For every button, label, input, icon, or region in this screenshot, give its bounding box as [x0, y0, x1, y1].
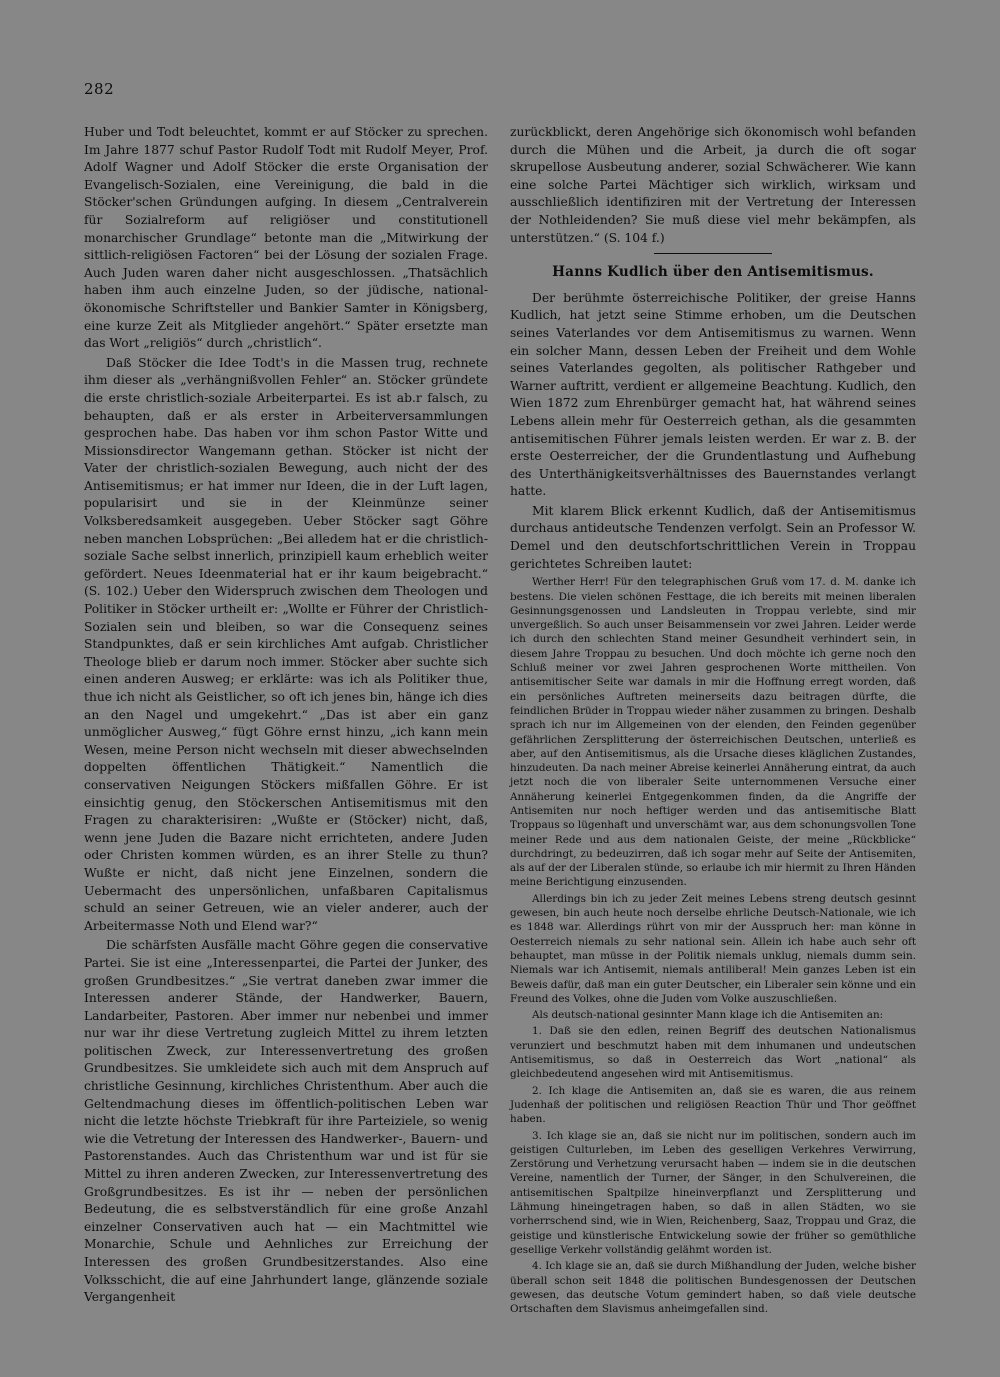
letter-paragraph: Werther Herr! Für den telegraphischen Gruß vom 17. d. M. danke ich bestens. Die vielen schönen Festtage, die ich bereits mit meinen liberalen Gesinnungsgenossen und Landsleuten in Troppau verlebte, sind mir unvergeßlich. So auch unser Beisammensein vor zwei Jahren. Leider werde ich durch den schlechten Stand meiner Gesundheit verhindert sein, in diesem Jahre Troppau zu besuchen. Und doch möchte ich gerne noch den Schluß meiner vor zwei Jahren gesprochenen Worte mittheilen. Von antisemitischer Seite war damals in mir die Hoffnung erregt worden, daß ein persönliches Auftreten meinerseits dazu beitragen dürfte, die feindlichen Brüder in Troppau wieder näher zusammen zu bringen. Deshalb sprach ich nur im Allgemeinen von der elenden, den Feinden gegenüber gefährlichen Zersplitterung der österreichischen Deutschen, unterließ es aber, auf den Antisemitismus, als die Ursache dieses kläglichen Zustandes, hinzudeuten. Da nach meiner Abreise keinerlei Annäherung eintrat, da auch jetzt noch die von liberaler Seite unternommenen Versuche einer Annäherung keinerlei Entgegenkommen finden, da die Angriffe der Antisemiten nur noch heftiger werden und das antisemitische Blatt Troppaus so lügenhaft und unverschämt war, aus dem schonungsvollen Tone meiner Rede und aus dem nationalen Geiste, der meine „Rückblicke“ durchdringt, zu bedeuzirren, daß ich sogar mehr auf Seite der Antisemiten, als auf der der Liberalen stünde, so erlaube ich mir hiermit zu Ihren Händen meine Berichtigung einzusenden. — [510, 576, 916, 889]
paragraph: Die schärfsten Ausfälle macht Göhre gegen die conservative Partei. Sie ist eine „Interessenpartei, die Partei der Junker, des großen Grundbesitzes.“ „Sie vertrat daneben zwar immer die Interessen anderer Stände, der Handwerker, Bauern, Landarbeiter, Pastoren. Aber immer nur nebenbei und immer nur war ihr diese Vertretung zugleich Mittel zu ihrem letzten politischen Zweck, zur Interessenvertretung des großen Grundbesitzes. Sie umkleidete sich auch mit dem Anspruch auf christliche Gesinnung, kirchliches Christenthum. Aber auch die Geltendmachung dieses im öffentlich-politischen Leben war nicht die letzte höchste Triebkraft für ihre Parteiziele, so wenig wie die Vetretung der Interessen des Handwerker-, Bauern- und Pastorenstandes. Auch das Christenthum war und ist für sie Mittel zu ihren anderen Zwecken, zur Interessenvertretung des Großgrundbesitzes. Es ist ihr — neben der persönlichen Bedeutung, die es selbstverständlich für eine große Anzahl einzelner Conservativen auch hat — ein Machtmittel wie Monarchie, Schule und Aehnliches zur Erreichung der Interessen des großen Grundbesitzerstandes. Also eine Volksschicht, die auf eine Jahrhundert lange, glänzende soziale Vergangenheit — [84, 938, 488, 1305]
section-divider — [654, 253, 772, 254]
letter-list-item: 3. Ich klage sie an, daß sie nicht nur im politischen, sondern auch im geistigen Culturleben, im Leben des geselligen Verkehres Verwirrung, Zerstörung und Verhetzung verursacht haben — indem sie in die deutschen Vereine, namentlich der Turner, der Sänger, in den Schulvereinen, die antisemitischen Spaltpilze hineinverpflanzt und Zersplitterung und Lähmung hineingetragen haben, so daß in allen Städten, wo sie vorherrschend sind, wie in Wien, Reichenberg, Saaz, Troppau und Graz, die geistige und künstlerische Entwickelung sowie der früher so gemüthliche gesellige Verkehr vollständig gelähmt worden ist. — [510, 1129, 916, 1256]
paragraph: Der berühmte österreichische Politiker, der greise Hanns Kudlich, hat jetzt seine Stimme erhoben, um die Deutschen seines Vaterlandes vor dem Antisemitismus zu warnen. Wenn ein solcher Mann, dessen Leben der Freiheit und dem Wohle seines Vaterlandes gegolten, als politischer Rathgeber und Warner auftritt, verdient er allgemeine Beachtung. Kudlich, den Wien 1872 zum Ehrenbürger gemacht hat, hat während seines Lebens allein mehr für Oesterreich gethan, als die gesammten antisemitischen Führer jemals leisten werden. Er war z. B. der erste Oesterreicher, der die Grundentlastung und Aufhebung des Unterthänigkeitsverhältnisses des Bauernstandes verlangt hatte. — [510, 290, 916, 499]
letter-paragraph: Als deutsch-national gesinnter Mann klage ich die Antisemiten an: — [532, 1009, 884, 1022]
paragraph: Huber und Todt beleuchtet, kommt er auf Stöcker zu sprechen. Im Jahre 1877 schuf Pastor Rudolf Todt mit Rudolf Meyer, Prof. Adolf Wagner und Adolf Stöcker die erste Organisation der Evangelisch-Sozialen, eine Vereinigung, die bald in die Stöcker'schen Gründungen aufging. In diesem „Centralverein für Sozialreform auf religiöser und constitutionell monarchischer Grundlage“ betonte man die „Mitwirkung der sittlich-religiösen Factoren“ bei der Lösung der sozialen Frage. Auch Juden waren daher nicht ausgeschlossen. „Thatsächlich haben ihm auch einzelne Juden, so der jüdische, national-ökonomische Schriftsteller und Bankier Samter in Königsberg, eine kurze Zeit als Mitglieder angehört.“ Später ersetzte man das Wort „religiös“ durch „christlich“. — [84, 125, 488, 351]
right-column — [510, 124, 916, 1316]
letter-list-item: 1. Daß sie den edlen, reinen Begriff des deutschen Nationalismus verunziert und beschmutzt haben mit dem inhumanen und undeutschen Antisemitismus, so daß in Oesterreich das Wort „national“ als gleichbedeutend angesehen wird mit Antisemitismus. — [510, 1025, 916, 1081]
quoted-letter — [510, 575, 916, 1316]
paragraph-continued: zurückblickt, deren Angehörige sich ökonomisch wohl befanden durch die Mühen und die Arbeit, ja durch die oft sogar skrupellose Ausbeutung anderer, sozial Schwächerer. Wie kann eine solche Partei Mächtiger sich wirklich, wirksam und ausschließlich identifiziren mit der Vertretung der Interessen der Nothleidenden? Sie muß diese viel mehr bekämpfen, als unterstützen.“ (S. 104 f.) — [510, 125, 916, 245]
letter-paragraph: Allerdings bin ich zu jeder Zeit meines Lebens streng deutsch gesinnt gewesen, bin auch heute noch derselbe ehrliche Deutsch-Nationale, wie ich es 1848 war. Allerdings rührt von mir der Ausspruch her: man könne in Oesterreich niemals zu sehr national sein. Allein ich habe auch sehr oft behauptet, man müsse in der Politik niemals unklug, niemals dumm sein. Niemals war ich Antisemit, niemals antiliberal! Mein ganzes Leben ist ein Beweis dafür, daß man ein guter Deutscher, ein Liberaler sein könne und ein Freund des Volkes, ohne die Juden vom Volke auszuschließen. — [510, 892, 916, 1005]
paragraph: Daß Stöcker die Idee Todt's in die Massen trug, rechnete ihm dieser als „verhängnißvollen Fehler“ an. Stöcker gründete die erste christlich-soziale Arbeiterpartei. Es ist ab.r falsch, zu behaupten, daß er als erster in Arbeiterversammlungen gesprochen habe. Das haben vor ihm schon Pastor Witte und Missionsdirector Wangemann gethan. Stöcker ist nicht der Vater der christlich-sozialen Bewegung, auch nicht der des Antisemitismus; er hat immer nur Ideen, die in der Luft lagen, popularisirt und sie in der Kleinmünze seiner Volksberedsamkeit ausgegeben. Ueber Stöcker sagt Göhre neben manchen Lobsprüchen: „Bei alledem hat er die christlich-soziale Sache selbst innerlich, prinzipiell kaum erheblich weiter gefördert. Neues Ideenmaterial hat er ihr kaum beigebracht.“ (S. 102.) Ueber den Widerspruch zwischen dem Theologen und Politiker in Stöcker urtheilt er: „Wollte er Führer der Christlich-Sozialen sein und bleiben, so war die Consequenz seines Standpunktes, daß er sein kirchliches Amt aufgab. Christlicher Theologe blieb er darum noch immer. Stöcker aber suchte sich einen anderen Ausweg; er erklärte: was ich als Politiker thue, thue ich nicht als Geistlicher, so oft ich jenes bin, hänge ich dies an den Nagel und umgekehrt.“ „Das ist aber ein ganz unmöglicher Ausweg,“ fügt Göhre ernst hinzu, „ich kann mein Wesen, meine Person nicht wechseln mit dieser abwechselnden doppelten öffentlichen Thätigkeit.“ Namentlich die conservativen Neigungen Stöckers mißfallen Göhre. Er ist einsichtig genug, den Stöckerschen Antisemitismus mit den Fragen zu charakterisiren: „Wußte er (Stöcker) nicht, daß, wenn jene Juden die Bazare nicht errichteten, andere Juden oder Christen kommen würden, es an ihrer Stelle zu thun? Wußte er nicht, daß nicht jene Einzelnen, sondern die Uebermacht des unpersönlichen, unfaßbaren Capitalismus schuld an seiner Getreuen, wie an vieler anderer, auch der Arbeitermasse Noth und Elend war?“ — [84, 355, 488, 933]
letter-list-item: 4. Ich klage sie an, daß sie durch Mißhandlung der Juden, welche bisher überall schon seit 1848 die politischen Bundesgenossen der Deutschen gewesen, das deutsche Votum gemindert haben, so daß viele deutsche Ortschaften dem Slavismus anheimgefallen sind. — [510, 1260, 916, 1316]
paragraph: Mit klarem Blick erkennt Kudlich, daß der Antisemitismus durchaus antideutsche Tendenzen verfolgt. Sein an Professor W. Demel und den deutschfortschrittlichen Verein in Troppau gerichtetes Schreiben lautet: — [510, 503, 916, 571]
left-column — [84, 124, 488, 1307]
page-number: 282 — [84, 80, 115, 98]
section-heading: Hanns Kudlich über den Antisemitismus. — [552, 264, 874, 281]
letter-list-item: 2. Ich klage die Antisemiten an, daß sie es waren, die aus reinem Judenhaß der politischen und religiösen Reaction Thür und Thor geöffnet haben. — [510, 1084, 916, 1126]
